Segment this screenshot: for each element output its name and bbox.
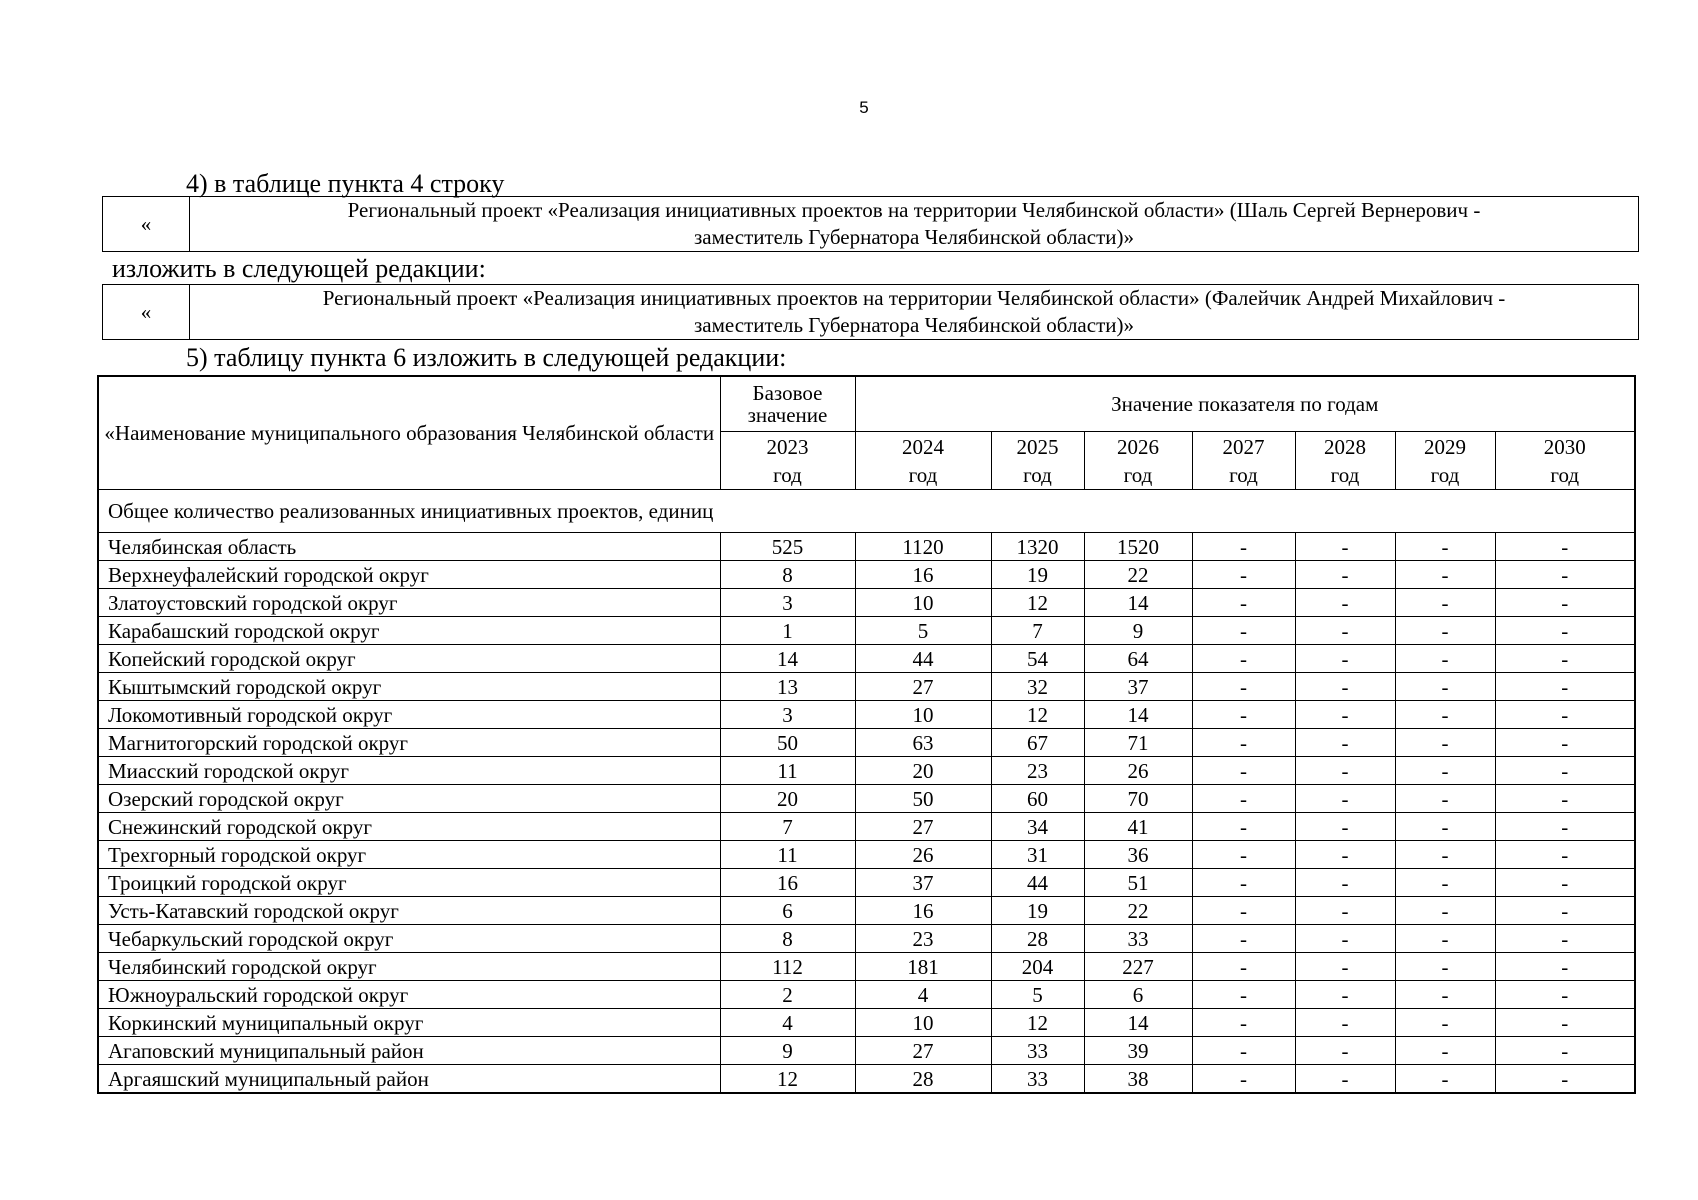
year-unit: год [1023,462,1052,487]
value-cell: 39 [1084,1037,1192,1065]
value-cell: - [1295,813,1395,841]
value-cell: 22 [1084,561,1192,589]
value-cell: - [1495,981,1635,1009]
value-cell: 10 [855,701,991,729]
opening-quote: « [103,197,190,252]
year-label: 2026 [1117,434,1159,459]
year-unit: год [1330,462,1360,487]
municipality-name: Озерский городской округ [98,785,720,813]
value-cell: - [1192,533,1295,561]
value-cell: - [1395,1009,1495,1037]
year-unit: год [1123,462,1153,487]
value-cell: - [1295,1065,1395,1094]
old-row-text [190,197,1639,252]
table-row [98,841,1635,869]
value-cell: - [1495,841,1635,869]
value-cell: - [1495,813,1635,841]
value-cell: 26 [855,841,991,869]
value-cell: - [1192,813,1295,841]
value-cell: 70 [1084,785,1192,813]
value-cell: - [1395,561,1495,589]
value-cell: 44 [855,645,991,673]
value-cell: - [1192,1065,1295,1094]
value-cell: 44 [991,869,1084,897]
value-cell: 36 [1084,841,1192,869]
opening-quote: « [103,285,190,340]
value-cell: - [1192,953,1295,981]
value-cell: 28 [855,1065,991,1094]
value-cell: 23 [991,757,1084,785]
value-cell: - [1495,897,1635,925]
old-row-box [102,196,1639,252]
new-row-line2: заместитель Губернатора Челябинской области)» [694,313,1134,337]
year-header-2030 [1495,432,1635,490]
value-cell: - [1395,897,1495,925]
table-row [98,813,1635,841]
year-header-2026 [1084,432,1192,490]
table-row [98,757,1635,785]
value-cell: - [1192,841,1295,869]
value-cell: - [1192,925,1295,953]
value-cell: 14 [1084,701,1192,729]
value-cell: 37 [1084,673,1192,701]
value-cell: 1 [720,617,855,645]
value-cell: 1320 [991,533,1084,561]
year-header-2029 [1395,432,1495,490]
value-cell: 63 [855,729,991,757]
table-row [98,1009,1635,1037]
value-cell: - [1395,869,1495,897]
value-cell: - [1192,1037,1295,1065]
value-cell: - [1495,701,1635,729]
value-cell: 10 [855,1009,991,1037]
table-row [98,729,1635,757]
table-row [98,869,1635,897]
page-number: 5 [859,98,869,117]
value-cell: 4 [720,1009,855,1037]
table-row [98,925,1635,953]
year-header-2027 [1192,432,1295,490]
value-cell: 50 [720,729,855,757]
value-cell: - [1192,897,1295,925]
value-cell: 14 [1084,1009,1192,1037]
value-cell: - [1495,1009,1635,1037]
value-cell: 22 [1084,897,1192,925]
value-cell: - [1395,701,1495,729]
value-cell: 20 [720,785,855,813]
value-cell: 33 [991,1065,1084,1094]
value-cell: 8 [720,561,855,589]
value-cell: 5 [855,617,991,645]
value-cell: 14 [720,645,855,673]
table-row [98,1065,1635,1094]
value-cell: 13 [720,673,855,701]
value-cell: 181 [855,953,991,981]
value-cell: 4 [855,981,991,1009]
value-cell: 14 [1084,589,1192,617]
year-header-2028 [1295,432,1395,490]
item4-intro: 4) в таблице пункта 4 строку [186,169,505,198]
values-by-year-header: Значение показателя по годам [855,376,1635,432]
value-cell: - [1192,701,1295,729]
municipality-name: Верхнеуфалейский городской округ [98,561,720,589]
value-cell: 16 [720,869,855,897]
value-cell: - [1395,925,1495,953]
municipality-name: Снежинский городской округ [98,813,720,841]
value-cell: 12 [991,701,1084,729]
value-cell: 54 [991,645,1084,673]
table-row [98,617,1635,645]
year-label: 2030 [1543,434,1586,459]
value-cell: 33 [1084,925,1192,953]
municipality-name: Троицкий городской округ [98,869,720,897]
value-cell: 34 [991,813,1084,841]
value-cell: 1120 [855,533,991,561]
value-cell: - [1495,785,1635,813]
value-cell: - [1295,561,1395,589]
value-cell: 38 [1084,1065,1192,1094]
value-cell: 12 [991,1009,1084,1037]
municipality-name: Локомотивный городской округ [98,701,720,729]
year-unit: год [1550,462,1580,487]
value-cell: 7 [991,617,1084,645]
value-cell: - [1395,729,1495,757]
value-cell: - [1295,533,1395,561]
value-cell: 64 [1084,645,1192,673]
value-cell: - [1495,729,1635,757]
value-cell: 16 [855,561,991,589]
value-cell: - [1395,757,1495,785]
table-row [98,785,1635,813]
value-cell: - [1495,617,1635,645]
value-cell: 23 [855,925,991,953]
value-cell: - [1295,729,1395,757]
base-value-header: Базовое значение [720,376,855,432]
table-row [98,1037,1635,1065]
value-cell: 27 [855,813,991,841]
value-cell: 11 [720,841,855,869]
year-label: 2025 [1016,434,1059,459]
value-cell: 8 [720,925,855,953]
municipality-name: Магнитогорский городской округ [98,729,720,757]
table-row [98,701,1635,729]
year-header-2025 [991,432,1084,490]
value-cell: 3 [720,589,855,617]
value-cell: - [1192,785,1295,813]
value-cell: 67 [991,729,1084,757]
value-cell: - [1395,1065,1495,1094]
municipality-name: Аргаяшский муниципальный район [98,1065,720,1094]
value-cell: 51 [1084,869,1192,897]
year-label: 2027 [1222,434,1265,459]
municipality-name: Миасский городской округ [98,757,720,785]
municipality-name: Трехгорный городской округ [98,841,720,869]
value-cell: 204 [991,953,1084,981]
value-cell: - [1295,785,1395,813]
value-cell: 31 [991,841,1084,869]
new-row-line1: Региональный проект «Реализация инициативных проектов на территории Челябинской области» (Фалейчик Андрей Михайлович - [322,286,1506,310]
value-cell: - [1192,645,1295,673]
item5-intro: 5) таблицу пункта 6 изложить в следующей редакции: [186,343,787,372]
year-unit: год [908,462,938,487]
new-row-box [102,284,1639,340]
value-cell: - [1395,813,1495,841]
value-cell: 41 [1084,813,1192,841]
replace-text: изложить в следующей редакции: [112,254,486,283]
municipality-name: Златоустовский городской округ [98,589,720,617]
new-row-text [190,285,1639,340]
year-unit: год [773,462,802,487]
value-cell: 37 [855,869,991,897]
value-cell: 60 [991,785,1084,813]
value-cell: - [1192,589,1295,617]
value-cell: - [1395,1037,1495,1065]
value-cell: - [1395,785,1495,813]
value-cell: 50 [855,785,991,813]
value-cell: - [1495,1037,1635,1065]
value-cell: 6 [720,897,855,925]
value-cell: - [1192,1009,1295,1037]
value-cell: - [1495,1065,1635,1094]
value-cell: 27 [855,1037,991,1065]
value-cell: - [1395,533,1495,561]
value-cell: - [1295,1009,1395,1037]
value-cell: 6 [1084,981,1192,1009]
year-label: 2024 [902,434,944,459]
municipality-name: Копейский городской округ [98,645,720,673]
value-cell: 227 [1084,953,1192,981]
value-cell: - [1192,729,1295,757]
value-cell: - [1295,673,1395,701]
value-cell: - [1295,953,1395,981]
municipality-name: Челябинская область [98,533,720,561]
value-cell: - [1395,589,1495,617]
value-cell: - [1295,841,1395,869]
value-cell: 9 [1084,617,1192,645]
table-row [98,561,1635,589]
value-cell: 11 [720,757,855,785]
value-cell: - [1495,757,1635,785]
value-cell: 2 [720,981,855,1009]
name-column-header: «Наименование муниципального образования Челябинской области [98,376,720,490]
value-cell: 28 [991,925,1084,953]
value-cell: - [1495,925,1635,953]
old-row-line1: Региональный проект «Реализация инициативных проектов на территории Челябинской области» (Шаль Сергей Вернерович - [347,198,1481,222]
indicator-table [97,375,1636,1094]
value-cell: 12 [991,589,1084,617]
value-cell: 5 [991,981,1084,1009]
value-cell: 71 [1084,729,1192,757]
year-label: 2028 [1324,434,1366,459]
year-header-2023 [720,432,855,490]
value-cell: - [1295,645,1395,673]
value-cell: 16 [855,897,991,925]
value-cell: 32 [991,673,1084,701]
value-cell: 9 [720,1037,855,1065]
value-cell: - [1395,617,1495,645]
value-cell: - [1495,589,1635,617]
municipality-name: Кыштымский городской округ [98,673,720,701]
value-cell: - [1295,701,1395,729]
table-row [98,953,1635,981]
value-cell: - [1295,897,1395,925]
value-cell: - [1295,869,1395,897]
value-cell: 27 [855,673,991,701]
value-cell: - [1295,1037,1395,1065]
value-cell: - [1495,533,1635,561]
value-cell: - [1295,589,1395,617]
value-cell: 525 [720,533,855,561]
municipality-name: Усть-Катавский городской округ [98,897,720,925]
value-cell: - [1495,869,1635,897]
municipality-name: Челябинский городской округ [98,953,720,981]
municipality-name: Коркинский муниципальный округ [98,1009,720,1037]
value-cell: - [1295,981,1395,1009]
value-cell: - [1495,953,1635,981]
value-cell: - [1192,981,1295,1009]
old-row-line2: заместитель Губернатора Челябинской области)» [694,225,1134,249]
table-row [98,981,1635,1009]
value-cell: - [1192,757,1295,785]
value-cell: - [1395,953,1495,981]
municipality-name: Агаповский муниципальный район [98,1037,720,1065]
value-cell: - [1495,645,1635,673]
value-cell: - [1295,757,1395,785]
value-cell: - [1395,645,1495,673]
year-label: 2023 [766,434,809,459]
value-cell: - [1395,673,1495,701]
table-row [98,533,1635,561]
value-cell: 112 [720,953,855,981]
value-cell: - [1192,673,1295,701]
value-cell: 10 [855,589,991,617]
value-cell: 19 [991,897,1084,925]
value-cell: 7 [720,813,855,841]
table-row [98,589,1635,617]
year-unit: год [1430,462,1460,487]
value-cell: 3 [720,701,855,729]
value-cell: - [1295,617,1395,645]
section-row [98,490,1635,533]
value-cell: - [1395,841,1495,869]
table-row [98,897,1635,925]
table-row [98,645,1635,673]
value-cell: - [1495,673,1635,701]
value-cell: - [1395,981,1495,1009]
value-cell: 20 [855,757,991,785]
value-cell: - [1192,869,1295,897]
table-row [98,673,1635,701]
value-cell: - [1192,561,1295,589]
value-cell: 12 [720,1065,855,1094]
value-cell: - [1192,617,1295,645]
value-cell: 33 [991,1037,1084,1065]
municipality-name: Южноуральский городской округ [98,981,720,1009]
year-unit: год [1229,462,1258,487]
value-cell: 1520 [1084,533,1192,561]
year-header-2024 [855,432,991,490]
municipality-name: Чебаркульский городской округ [98,925,720,953]
value-cell: - [1495,561,1635,589]
section-title: Общее количество реализованных инициативных проектов, единиц [98,490,1635,533]
value-cell: 19 [991,561,1084,589]
value-cell: - [1295,925,1395,953]
year-label: 2029 [1424,434,1466,459]
municipality-name: Карабашский городской округ [98,617,720,645]
value-cell: 26 [1084,757,1192,785]
